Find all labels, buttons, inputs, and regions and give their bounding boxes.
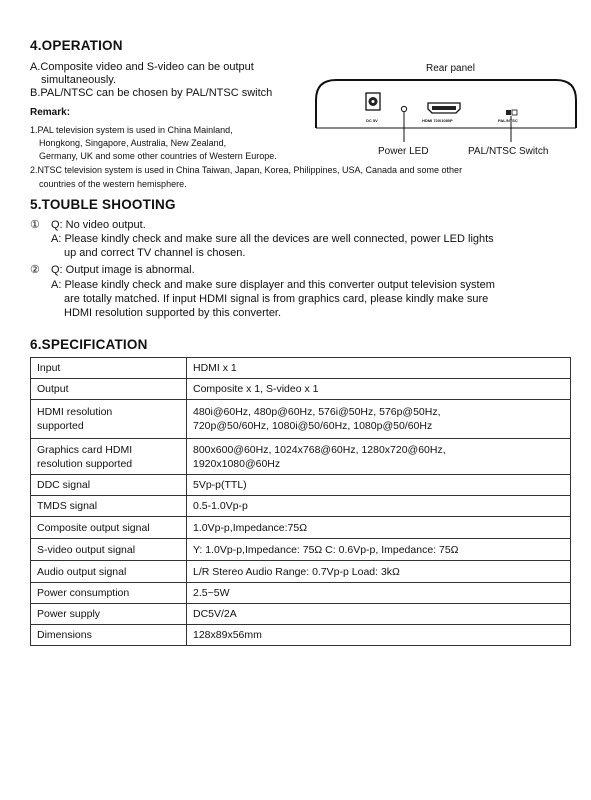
spec-key: Dimensions	[31, 625, 187, 646]
spec-value: DC5V/2A	[187, 604, 571, 625]
table-row	[31, 517, 571, 539]
table-row	[31, 496, 571, 517]
table-row	[31, 379, 571, 400]
remark-1-line-3: Germany, UK and some other countries of Western Europe.	[39, 151, 277, 161]
q1-question: Q: No video output.	[51, 219, 146, 231]
spec-key: Audio output signal	[31, 561, 187, 583]
spec-value: L/R Stereo Audio Range: 0.7Vp-p Load: 3kΩ	[187, 561, 571, 583]
spec-key: Output	[31, 379, 187, 400]
operation-line-a1: A.Composite video and S-video can be output	[30, 61, 254, 73]
spec-value: 800x600@60Hz, 1024x768@60Hz, 1280x720@60Hz, 1920x1080@60Hz	[187, 439, 571, 475]
table-row	[31, 604, 571, 625]
table-row	[31, 439, 571, 475]
spec-key: Composite output signal	[31, 517, 187, 539]
operation-line-b: B.PAL/NTSC can be chosen by PAL/NTSC switch	[30, 87, 273, 99]
remark-label: Remark:	[30, 107, 71, 118]
spec-key: Input	[31, 358, 187, 379]
table-row	[31, 475, 571, 496]
q1-answer-line-1: A: Please kindly check and make sure all the devices are well connected, power LED lights	[51, 233, 494, 245]
spec-key: S-video output signal	[31, 539, 187, 561]
power-led-label: Power LED	[378, 146, 429, 157]
spec-value: HDMI x 1	[187, 358, 571, 379]
q2-marker: ②	[30, 264, 40, 276]
specification-table	[30, 357, 571, 646]
table-row	[31, 625, 571, 646]
specification-heading: 6.SPECIFICATION	[30, 337, 148, 352]
pal-ntsc-port-label: PAL/NTSC	[498, 118, 518, 123]
pal-ntsc-switch-label: PAL/NTSC Switch	[468, 146, 549, 157]
spec-key: Graphics card HDMI resolution supported	[31, 439, 187, 475]
spec-key: Power supply	[31, 604, 187, 625]
rear-panel-diagram	[0, 0, 591, 170]
spec-key: Power consumption	[31, 583, 187, 604]
remark-1-line-2: Hongkong, Singapore, Australia, New Zealand,	[39, 138, 227, 148]
dc-port-label: DC 5V	[366, 118, 378, 123]
hdmi-port-label: HDMI 720/1080P	[422, 118, 453, 123]
q1-marker: ①	[30, 219, 40, 231]
spec-value: 2.5~5W	[187, 583, 571, 604]
spec-value: 5Vp-p(TTL)	[187, 475, 571, 496]
table-row	[31, 400, 571, 439]
remark-2-line-1: 2.NTSC television system is used in China Taiwan, Japan, Korea, Philippines, USA, Canada and some other	[30, 165, 463, 175]
spec-key: DDC signal	[31, 475, 187, 496]
spec-value: 0.5-1.0Vp-p	[187, 496, 571, 517]
operation-line-a2: simultaneously.	[41, 74, 116, 86]
spec-value: 128x89x56mm	[187, 625, 571, 646]
q2-answer-line-2: are totally matched. If input HDMI signal is from graphics card, please kindly make sure	[64, 293, 489, 305]
spec-value: Y: 1.0Vp-p,Impedance: 75Ω C: 0.6Vp-p, Impedance: 75Ω	[187, 539, 571, 561]
table-row	[31, 561, 571, 583]
spec-value: 480i@60Hz, 480p@60Hz, 576i@50Hz, 576p@50Hz, 720p@50/60Hz, 1080i@50/60Hz, 1080p@50/60Hz	[187, 400, 571, 439]
rear-panel-title: Rear panel	[426, 63, 475, 74]
troubleshooting-heading: 5.TOUBLE SHOOTING	[30, 197, 176, 212]
q1-answer-line-2: up and correct TV channel is chosen.	[64, 247, 246, 259]
spec-key: TMDS signal	[31, 496, 187, 517]
operation-heading: 4.OPERATION	[30, 38, 123, 53]
spec-key: HDMI resolution supported	[31, 400, 187, 439]
remark-1-line-1: 1.PAL television system is used in China Mainland,	[30, 125, 233, 135]
q2-answer-line-3: HDMI resolution supported by this converter.	[64, 307, 282, 319]
q2-answer-line-1: A: Please kindly check and make sure displayer and this converter output television system	[51, 279, 495, 291]
q2-question: Q: Output image is abnormal.	[51, 264, 195, 276]
remark-2-line-2: countries of the western hemisphere.	[39, 179, 187, 189]
table-row	[31, 583, 571, 604]
spec-value: 1.0Vp-p,Impedance:75Ω	[187, 517, 571, 539]
table-row	[31, 358, 571, 379]
spec-value: Composite x 1, S-video x 1	[187, 379, 571, 400]
table-row	[31, 539, 571, 561]
